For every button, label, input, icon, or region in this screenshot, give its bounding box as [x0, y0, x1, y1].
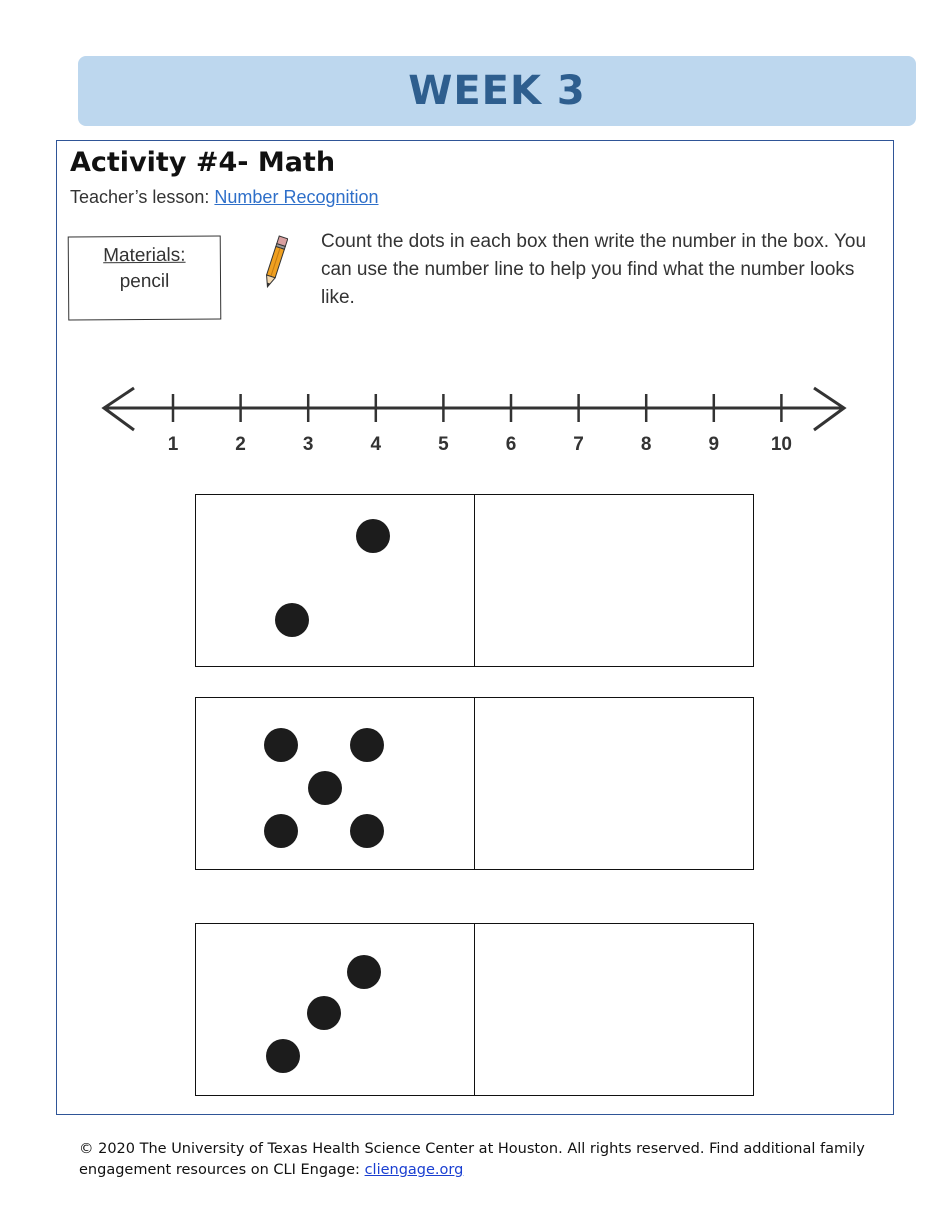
number-line-label: 2	[235, 434, 246, 455]
pencil-icon	[262, 232, 288, 292]
number-line	[96, 380, 856, 460]
lesson-link[interactable]: Number Recognition	[214, 187, 379, 207]
materials-item: pencil	[119, 270, 170, 293]
number-line-label: 4	[370, 434, 382, 455]
instructions-text: Count the dots in each box then write the number in the box. You can use the number line to help you find what the number looks like.	[321, 231, 867, 308]
week-banner	[78, 56, 916, 126]
number-line-label: 1	[167, 434, 179, 455]
dot	[356, 519, 390, 553]
materials-box	[68, 235, 222, 320]
answer-box-3[interactable]	[476, 924, 753, 1095]
materials-label: Materials:	[103, 244, 186, 267]
dot	[264, 814, 298, 848]
dot	[307, 996, 341, 1030]
number-line-label: 10	[770, 434, 792, 455]
answer-box-2[interactable]	[476, 698, 753, 869]
teacher-lesson-line	[70, 187, 379, 208]
dot	[308, 771, 342, 805]
answer-box-1[interactable]	[476, 495, 753, 666]
lesson-prefix: Teacher’s lesson:	[70, 187, 215, 207]
number-line-label: 5	[438, 434, 449, 455]
number-line-label: 3	[302, 434, 314, 455]
footer-link[interactable]: cliengage.org	[364, 1162, 464, 1178]
activity-title: Activity #4- Math	[70, 147, 336, 178]
exercise-box-1	[195, 494, 754, 667]
footer-text: © 2020 The University of Texas Health Science Center at Houston. All rights reserved. Find additional family engagement resources on CLI Engage:	[79, 1141, 865, 1178]
week-title: WEEK 3	[408, 68, 586, 114]
number-line-label: 8	[640, 434, 652, 455]
dot	[266, 1039, 300, 1073]
dot	[347, 955, 381, 989]
exercise-box-3	[195, 923, 754, 1096]
dot	[264, 728, 298, 762]
exercise-box-2	[195, 697, 754, 870]
dot	[350, 814, 384, 848]
dot	[350, 728, 384, 762]
number-line-label: 6	[505, 434, 517, 455]
dot	[275, 603, 309, 637]
footer	[79, 1139, 879, 1181]
number-line-label: 7	[573, 434, 584, 455]
number-line-label: 9	[708, 434, 720, 455]
